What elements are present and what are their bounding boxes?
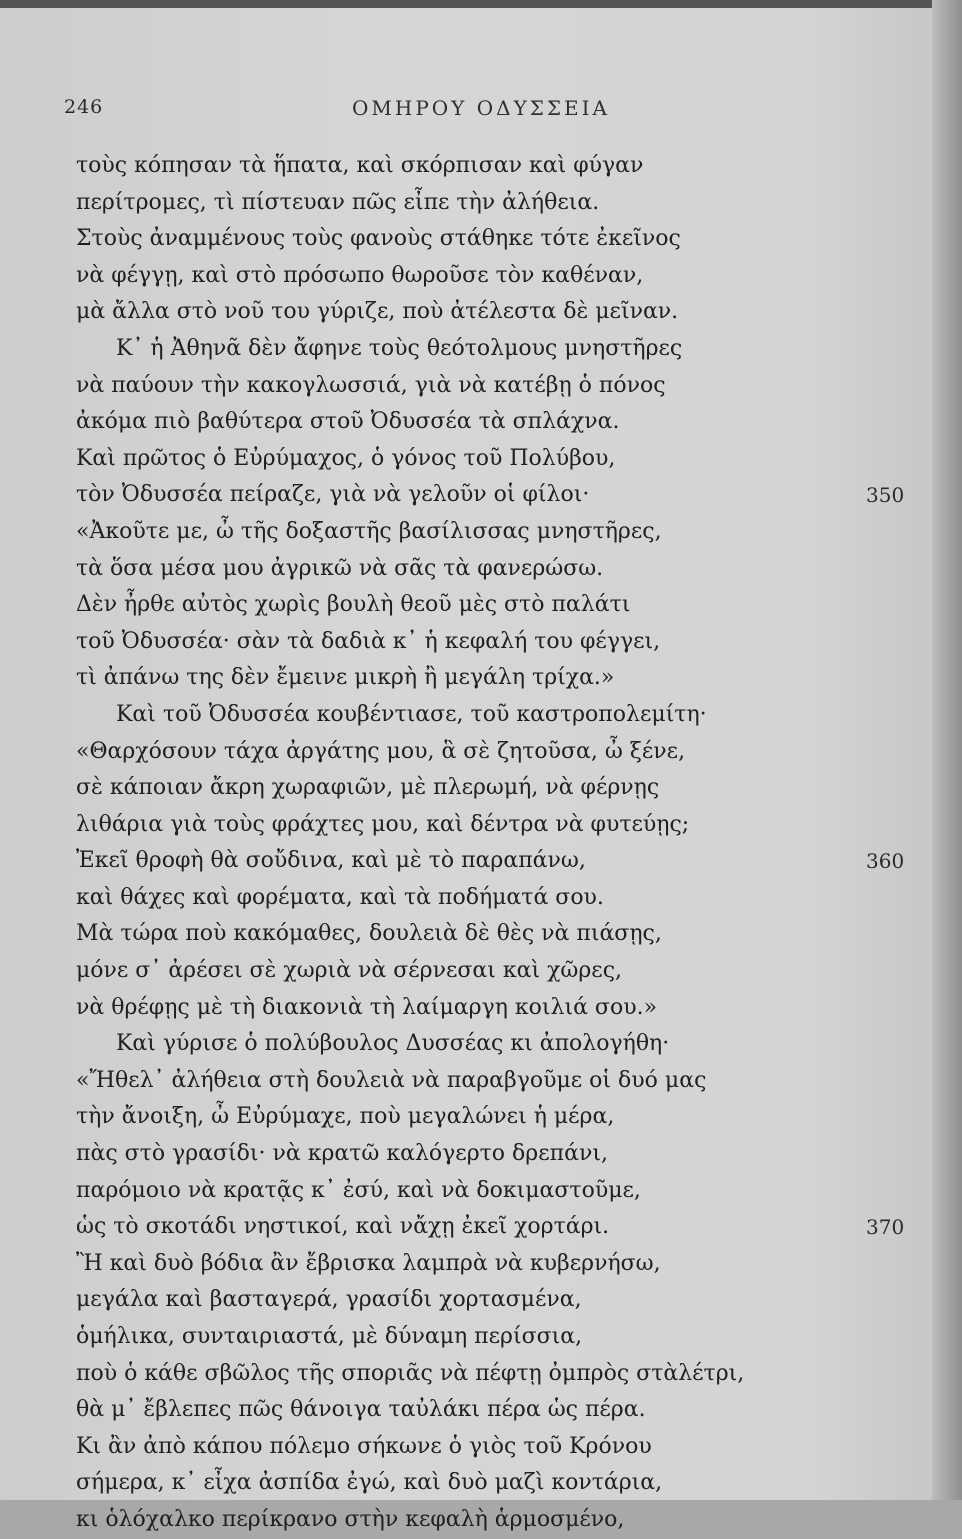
verse-text: περίτρομες, τὶ πίστευαν πῶς εἶπε τὴν ἀλήθεια. [76, 189, 600, 215]
verse-text: Καὶ τοῦ Ὀδυσσέα κουβέντιασε, τοῦ καστροπολεμίτη· [116, 701, 707, 727]
verse-line [0, 990, 962, 1027]
verse-line [0, 368, 962, 405]
verse-text: Κι ἂν ἀπὸ κάπου πόλεμο σήκωνε ὁ γιὸς τοῦ Κρόνου [76, 1433, 652, 1459]
verse-text: Καὶ γύρισε ὁ πολύβουλος Δυσσέας κι ἀπολογήθη· [116, 1031, 670, 1057]
verse-text: λιθάρια γιὰ τοὺς φράχτες μου, καὶ δέντρα νὰ φυτεύῃς; [76, 811, 690, 837]
verse-line [0, 587, 962, 624]
verse-line [0, 697, 962, 734]
verse-line [0, 185, 962, 222]
verse-line [0, 1502, 962, 1539]
verse-text: Κ᾿ ἡ Ἀθηνᾶ δὲν ἄφηνε τοὺς θεότολμους μνηστῆρες [116, 335, 683, 361]
verse-line [0, 916, 962, 953]
verse-text: Ἐκεῖ θροφὴ θὰ σοὔδινα, καὶ μὲ τὸ παραπάνω, [76, 848, 586, 874]
verse-text: μὰ ἄλλα στὸ νοῦ του γύριζε, ποὺ ἀτέλεστα δὲ μεῖναν. [76, 299, 679, 325]
verse-text: τοῦ Ὀδυσσέα· σὰν τὰ δαδιὰ κ᾿ ἡ κεφαλή του φέγγει, [76, 628, 661, 654]
verse-line [0, 1392, 962, 1429]
verse-text: Ἢ καὶ δυὸ βόδια ἂν ἔβρισκα λαμπρὰ νὰ κυβερνήσω, [76, 1250, 661, 1276]
verse-line [0, 1282, 962, 1319]
line-number: 370 [866, 1215, 905, 1240]
verse-line [0, 1099, 962, 1136]
verse-line [0, 880, 962, 917]
verse-text: ὁμήλικα, συνταιριαστά, μὲ δύναμη περίσσια, [76, 1324, 583, 1349]
verse-text: Δὲν ἦρθε αὐτὸς χωρὶς βουλὴ θεοῦ μὲς στὸ παλάτι [76, 592, 631, 618]
verse-text: ἀκόμα πιὸ βαθύτερα στοῦ Ὀδυσσέα τὰ σπλάχνα. [76, 409, 620, 435]
verse-line [0, 1026, 962, 1063]
verse-line [0, 1356, 962, 1393]
running-title: ΟΜΗΡΟΥ ΟΔΥΣΣΕΙΑ [352, 96, 610, 120]
verse-line [0, 1173, 962, 1210]
verse-line [0, 1063, 962, 1100]
verse-text: παρόμοιο νὰ κρατᾷς κ᾿ ἐσύ, καὶ νὰ δοκιμαστοῦμε, [76, 1177, 641, 1203]
verse-text: τὴν ἄνοιξη, ὦ Εὐρύμαχε, ποὺ μεγαλώνει ἡ μέρα, [76, 1104, 615, 1130]
verse-text: Στοὺς ἀναμμένους τοὺς φανοὺς στάθηκε τότε ἐκεῖνος [76, 226, 681, 252]
verse-text: σὲ κάποιαν ἄκρη χωραφιῶν, μὲ πλερωμή, νὰ φέρνῃς [76, 775, 660, 801]
verse-line [0, 660, 962, 697]
verse-line [0, 294, 962, 331]
line-number: 350 [866, 483, 905, 508]
verse-line [0, 1465, 962, 1502]
verse-line [0, 953, 962, 990]
verse-line [0, 148, 962, 185]
verse-text: σήμερα, κ᾿ εἶχα ἀσπίδα ἐγώ, καὶ δυὸ μαζὶ κοντάρια, [76, 1470, 663, 1496]
verse-line [0, 331, 962, 368]
verse-text: «Θαρχόσουν τάχα ἀργάτης μου, ἃ σὲ ζητοῦσα, ὦ ξένε, [76, 738, 686, 764]
scan-top-edge [0, 0, 962, 8]
verse-text: «Ἀκοῦτε με, ὦ τῆς δοξαστῆς βασίλισσας μνηστῆρες, [76, 518, 662, 544]
verse-line [0, 843, 962, 880]
verse-text: τὶ ἀπάνω της δὲν ἔμεινε μικρὴ ἢ μεγάλη τρίχα.» [76, 665, 615, 691]
verse-line [0, 624, 962, 661]
verse-line [0, 734, 962, 771]
verse-text: τὰ ὅσα μέσα μου ἀγρικῶ νὰ σᾶς τὰ φανερώσω. [76, 555, 604, 581]
verse-line [0, 1246, 962, 1283]
verse-text: ὡς τὸ σκοτάδι νηστικοί, καὶ νἄχῃ ἐκεῖ χορτάρι. [76, 1214, 610, 1240]
verse-line [0, 514, 962, 551]
verse-text: τὸν Ὀδυσσέα πείραζε, γιὰ νὰ γελοῦν οἱ φίλοι· [76, 482, 590, 508]
verse-line [0, 551, 962, 588]
verse-text: «Ἤθελ᾿ ἀλήθεια στὴ δουλειὰ νὰ παραβγοῦμε οἱ δυό μας [76, 1067, 707, 1093]
verse-text: Μὰ τώρα ποὺ κακόμαθες, δουλειὰ δὲ θὲς νὰ πιάσῃς, [76, 921, 662, 947]
verse-line [0, 1429, 962, 1466]
line-number: 360 [866, 849, 905, 874]
verse-text: μόνε σ᾿ ἀρέσει σὲ χωριὰ νὰ σέρνεσαι καὶ χῶρες, [76, 958, 623, 984]
verse-line [0, 441, 962, 478]
page-header [0, 96, 962, 128]
verse-text: κι ὁλόχαλκο περίκρανο στὴν κεφαλὴ ἁρμοσμένο, [76, 1506, 625, 1532]
verse-block [0, 148, 962, 1539]
verse-line [0, 258, 962, 295]
verse-line [0, 1319, 962, 1356]
verse-line [0, 404, 962, 441]
verse-text: πὰς στὸ γρασίδι· νὰ κρατῶ καλόγερτο δρεπάνι, [76, 1141, 608, 1167]
verse-text: ποὺ ὁ κάθε σβῶλος τῆς σποριᾶς νὰ πέφτῃ ὀμπρὸς στὰλέτρι, [76, 1360, 745, 1386]
verse-line [0, 807, 962, 844]
verse-text: Καὶ πρῶτος ὁ Εὐρύμαχος, ὁ γόνος τοῦ Πολύβου, [76, 445, 616, 471]
verse-text: θὰ μ᾿ ἔβλεπες πῶς θάνοιγα ταὐλάκι πέρα ὡς πέρα. [76, 1397, 646, 1423]
verse-text: νὰ θρέφῃς μὲ τὴ διακονιὰ τὴ λαίμαργη κοιλιά σου.» [76, 994, 658, 1020]
page-number: 246 [64, 96, 104, 118]
verse-line [0, 1209, 962, 1246]
verse-line [0, 770, 962, 807]
verse-text: νὰ φέγγῃ, καὶ στὸ πρόσωπο θωροῦσε τὸν καθέναν, [76, 262, 644, 288]
verse-text: τοὺς κόπησαν τὰ ἥπατα, καὶ σκόρπισαν καὶ φύγαν [76, 153, 644, 178]
verse-line [0, 477, 962, 514]
verse-text: νὰ παύουν τὴν κακογλωσσιά, γιὰ νὰ κατέβῃ ὁ πόνος [76, 372, 666, 398]
verse-text: καὶ θάχες καὶ φορέματα, καὶ τὰ ποδήματά σου. [76, 884, 604, 910]
verse-line [0, 1136, 962, 1173]
verse-line [0, 221, 962, 258]
verse-text: μεγάλα καὶ βασταγερά, γρασίδι χορτασμένα, [76, 1287, 582, 1313]
